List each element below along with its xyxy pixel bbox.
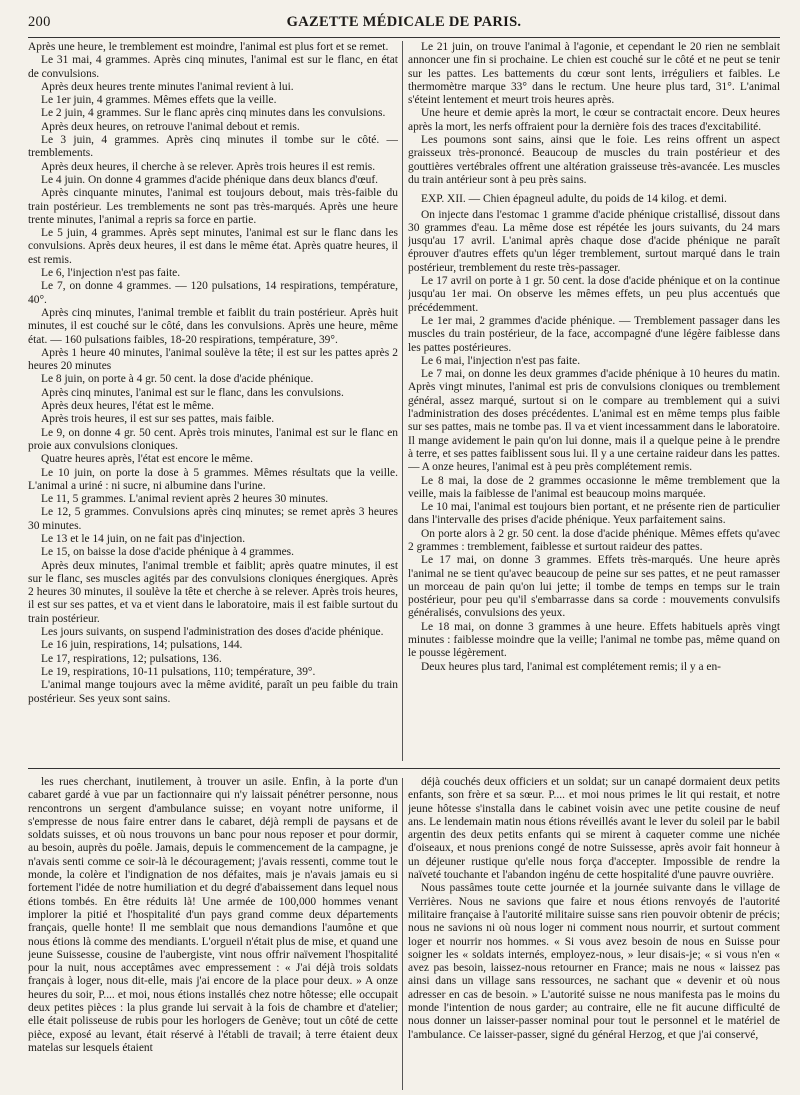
- paragraph: Le 19, respirations, 10-11 pulsations, 110; température, 39°.: [41, 665, 316, 678]
- paragraph: Le 17 avril on porte à 1 gr. 50 cent. la dose d'acide phénique et on la continue jusqu'au 1er mai. On observe les mêmes effets, un peu plus accentués que précédemment.: [408, 275, 780, 314]
- running-header: [28, 14, 780, 34]
- column-top-left: [28, 41, 398, 763]
- paragraph: Le 8 mai, la dose de 2 grammes occasionne le même tremblement que la veille, mais la faiblesse de l'animal est beaucoup moins marquée.: [408, 474, 780, 500]
- column-divider-top: [402, 41, 403, 761]
- column-top-right: [408, 41, 780, 763]
- paragraph: Une heure et demie après la mort, le cœur se contractait encore. Deux heures après la mort, les nerfs offraient pour la dernière fois des traces d'excitabilité.: [408, 107, 780, 133]
- paragraph: Le 6, l'injection n'est pas faite.: [41, 267, 181, 280]
- paragraph: Le 4 juin. On donne 4 grammes d'acide phénique dans deux blancs d'œuf.: [41, 173, 378, 186]
- paragraph: Le 11, 5 grammes. L'animal revient après 2 heures 30 minutes.: [41, 493, 329, 506]
- paragraph: Quatre heures après, l'état est encore le même.: [41, 453, 253, 466]
- feuilleton-separator: [28, 768, 780, 769]
- paragraph: Les poumons sont sains, ainsi que le foie. Les reins offrent un aspect graisseux très-prononcé. Beaucoup de muscles du train postérieur et des gouttières vertébrales offrent une altération graisseuse très-avancée. Les muscles du train antérieur sont à peu près sains.: [408, 134, 780, 186]
- paragraph: Après deux heures, l'état est le même.: [41, 400, 214, 413]
- paragraph: On porte alors à 2 gr. 50 cent. la dose d'acide phénique. Mêmes effets qu'avec 2 grammes : tremblement, faiblesse et surtout raideur des pattes.: [408, 527, 780, 553]
- experiment-heading: EXP. XII. — Chien épagneul adulte, du poids de 14 kilog. et demi.: [421, 193, 727, 206]
- paragraph: Après deux minutes, l'animal tremble et faiblit; après quatre minutes, il est sur le flanc, ses muscles agités par des convulsions cloniques énergiques. Après 2 heures 30 minutes, il soulève la tête et cherche à se relever. Après trois heures, il est sur ses pattes, et va et vient dans le laboratoire, mais il est faible surtout du train postérieur.: [28, 559, 398, 625]
- paragraph: Après deux heures, il cherche à se relever. Après trois heures il est remis.: [41, 160, 376, 173]
- paragraph: L'animal mange toujours avec la même avidité, paraît un peu faible du train postérieur. Ses yeux sont sains.: [28, 679, 398, 705]
- paragraph: Le 6 mai, l'injection n'est pas faite.: [421, 354, 581, 367]
- page-number: 200: [28, 14, 51, 30]
- paragraph: Le 12, 5 grammes. Convulsions après cinq minutes; se remet après 3 heures 30 minutes.: [28, 506, 398, 532]
- paragraph: les rues cherchant, inutilement, à trouver un asile. Enfin, à la porte d'un cabaret gardé à vue par un factionnaire qui n'y laissait pénétrer personne, nous rencontrons un sergent d'ambulance suisse; en voyant notre uniforme, il s'empresse de nous faire entrer dans le cabaret, déjà rempli de paysans et de soldats suisses, et où nous trouvons un banc pour nous reposer et pour dormir, au besoin, auprès du poêle. Jamais, depuis le commencement de la campagne, je n'avais senti comme ce soir-là le découragement; j'avais ressenti, comme tout le monde, la colère et l'indignation de nos défaites, mais je n'avais jamais eu si fortement l'idée de notre humiliation et du degré d'abaissement dans lequel nous étions tombés. En être réduits là! Une armée de 100,000 hommes venant implorer la pitié et l'hospitalité d'un pays grand comme deux départements français, quelle honte! Il me semblait que nous demandions l'aumône et que nous étions là comme des mendiants. L'orgueil n'était plus de mise, et quand une jeune Suissesse, cousine de l'aubergiste, vint nous offrir naïvement l'hospitalité pour la nuit, nous acceptâmes avec empressement : « J'ai déjà trois soldats français à loger, nous dit-elle, mais j'ai encore de la place pour deux. » A onze heures du soir, P.... et moi, nous étions installés chez notre hôtesse; elle occupait deux petites pièces : la plus grande lui servait à la fois de chambre et d'atelier; elle était polisseuse de rubis pour les horlogers de Genève; tout un côté de cette pièce, exposé au levant, était réservé à l'établi de travail; à terre étaient deux matelas sur lesquels étaient: [28, 776, 398, 1054]
- paragraph: Le 15, on baisse la dose d'acide phénique à 4 grammes.: [41, 546, 294, 559]
- paragraph: Après deux heures trente minutes l'animal revient à lui.: [41, 80, 294, 93]
- paragraph: Après deux heures, on retrouve l'animal debout et remis.: [41, 120, 300, 133]
- paragraph: Le 1er mai, 2 grammes d'acide phénique. — Tremblement passager dans les muscles du train postérieur, de la face, accompagné d'une légère faiblesse dans les pattes postérieures.: [408, 314, 780, 354]
- paragraph: Le 8 juin, on porte à 4 gr. 50 cent. la dose d'acide phénique.: [41, 373, 314, 386]
- paragraph: Le 10 mai, l'animal est toujours bien portant, et ne présente rien de particulier dans l'intervalle des prises d'acide phénique. Yeux parfaitement sains.: [408, 501, 780, 527]
- paragraph: Le 13 et le 14 juin, on ne fait pas d'injection.: [41, 532, 246, 545]
- paragraph: Après trois heures, il est sur ses pattes, mais faible.: [41, 413, 275, 426]
- paragraph: Deux heures plus tard, l'animal est complétement remis; il y a en-: [421, 660, 721, 673]
- paragraph: Le 21 juin, on trouve l'animal à l'agonie, et cependant le 20 rien ne semblait annoncer une fin si prochaine. Le chien est couché sur le côté et ne peut se tenir sur les pattes. Les battements du cœur sont lents, irréguliers et faibles. Le thermomètre marque 33° dans le rectum. Une heure plus tard, 31°. L'animal s'éteint lentement et meurt trois heures après.: [408, 41, 780, 107]
- paragraph: Le 18 mai, on donne 3 grammes à une heure. Effets habituels après vingt minutes : faiblesse moindre que la veille; l'animal ne tombe pas, même quand on le pousse légèrement.: [408, 620, 780, 660]
- paragraph: Nous passâmes toute cette journée et la journée suivante dans le village de Verrières. Nous ne savions que faire et nous étions renvoyés de l'autorité militaire française à l'autorité militaire suisse sans rien pouvoir obtenir de précis; nous ne savions ni où nous loger ni comment nous nourrir, et surtout comment loger et nourrir nos hommes. « Si vous avez besoin de nous en Suisse pour soigner les « soldats internés, employez-nous, » leur disais-je; « si vous n'en « avez pas besoin, laissez-nous retourner en France; mais ne nous « laissez pas ainsi dans un village sans ressources, ne sachant que « devenir et où nous adresser en cas de besoin. » L'autorité suisse ne nous manifesta pas le moins du monde l'intention de nous garder; au contraire, elle ne fit aucune difficulté de nous donner un laisser-passer nominal pour tout le personnel et le matériel de l'ambulance. Ce laisser-passer, signé du général Herzog, et que j'ai conservé,: [408, 882, 780, 1041]
- paragraph: Le 17, respirations, 12; pulsations, 136.: [41, 652, 222, 665]
- paragraph: Après cinq minutes, l'animal tremble et faiblit du train postérieur. Après huit minutes, il est couché sur le côté, dans les convulsions. Après une heure, même état. — 160 pulsations faibles, 18-20 respirations, température, 39°.: [28, 306, 398, 346]
- paragraph: Le 7 mai, on donne les deux grammes d'acide phénique à 10 heures du matin. Après vingt minutes, l'animal est pris de convulsions cloniques ou tremblement général, assez marqué, surtout si on le compare au tremblement qui a suivi l'administration des doses précédentes. L'animal est en même temps plus faible sur ses pattes, mais ne tombe pas. Il va et vient incessamment dans le laboratoire. Il mange avidement le pain qu'on lui donne, mais il a quelque peine à le prendre à terre, et ses pattes faiblissent sous lui. Il y a une certaine raideur dans les pattes. — A onze heures, l'animal est à peu près complétement remis.: [408, 368, 780, 474]
- header-rule: [28, 37, 780, 38]
- paragraph: Le 31 mai, 4 grammes. Après cinq minutes, l'animal est sur le flanc, en état de convulsions.: [28, 54, 398, 80]
- paragraph: Le 3 juin, 4 grammes. Après cinq minutes il tombe sur le côté. — tremblements.: [28, 134, 398, 160]
- paragraph: Le 10 juin, on porte la dose à 5 grammes. Mêmes résultats que la veille. L'animal a uriné : ni sucre, ni albumine dans l'urine.: [28, 466, 398, 492]
- paragraph: Après cinquante minutes, l'animal est toujours debout, mais très-faible du train postérieur. Les tremblements ne sont pas très-marqués. Après une heure trente minutes, l'animal a repris sa force en partie.: [28, 187, 398, 226]
- paragraph: Après cinq minutes, l'animal est sur le flanc, dans les convulsions.: [41, 386, 344, 399]
- column-divider-bottom: [402, 778, 403, 1090]
- paragraph: Le 5 juin, 4 grammes. Après sept minutes, l'animal est sur le flanc dans les convulsions. Après deux heures, il est dans le même état. Après quatre heures, il est remis.: [28, 227, 398, 266]
- paragraph: Le 9, on donne 4 gr. 50 cent. Après trois minutes, l'animal est sur le flanc en proie aux convulsions cloniques.: [28, 426, 398, 452]
- paragraph: Le 1er juin, 4 grammes. Mêmes effets que la veille.: [41, 94, 277, 107]
- paragraph: Le 17 mai, on donne 3 grammes. Effets très-marqués. Une heure après l'animal ne se tient qu'avec beaucoup de peine sur ses pattes, et ne peut ramasser un morceau de pain qu'on lui jette; il tombe de temps en temps sur le train postérieur, pour peu qu'il s'embarrasse dans sa corde : mouvements convulsifs généralisés, convulsions des yeux.: [408, 554, 780, 620]
- column-bottom-right: [408, 776, 780, 1091]
- journal-title: GAZETTE MÉDICALE DE PARIS.: [286, 14, 522, 30]
- paragraph: déjà couchés deux officiers et un soldat; sur un canapé dormaient deux petits enfants, son frère et sa sœur. P.... et moi nous primes le lit qui restait, et notre jeune hôtesse s'installa dans le cabinet voisin avec une petite cousine de neuf ans. Le lendemain matin nous étions réveillés avant le lever du soleil par le babil argentin des deux petits enfants qui se mirent à caqueter comme une nichée d'oiseaux, et nous prenions congé de notre Suissesse, après avoir fait honneur à un déjeuner rustique qu'elle nous força d'accepter. Impossible de rendre la naïveté touchante et l'abandon ingénu de cette hospitalité d'une pauvre ouvrière.: [408, 776, 780, 882]
- paragraph: Le 7, on donne 4 grammes. — 120 pulsations, 14 respirations, température, 40°.: [28, 280, 398, 306]
- paragraph: Après 1 heure 40 minutes, l'animal soulève la tête; il est sur les pattes après 2 heures 20 minutes: [28, 346, 398, 373]
- paragraph: Après une heure, le tremblement est moindre, l'animal est plus fort et se remet.: [28, 41, 389, 53]
- paragraph: Le 2 juin, 4 grammes. Sur le flanc après cinq minutes dans les convulsions.: [41, 107, 386, 120]
- paragraph: Le 16 juin, respirations, 14; pulsations, 144.: [41, 639, 243, 652]
- paragraph: Les jours suivants, on suspend l'administration des doses d'acide phénique.: [41, 626, 384, 639]
- paragraph: On injecte dans l'estomac 1 gramme d'acide phénique cristallisé, dissout dans 30 grammes d'eau. La même dose est répétée les jours suivants, du 24 mars jusqu'au 17 avril. L'animal après chaque dose d'acide phénique ne paraît éprouver d'autres effets qu'un léger tremblement, surtout marqué dans le train postérieur, tremblement du reste très-passager.: [408, 208, 780, 274]
- column-bottom-left: [28, 776, 398, 1091]
